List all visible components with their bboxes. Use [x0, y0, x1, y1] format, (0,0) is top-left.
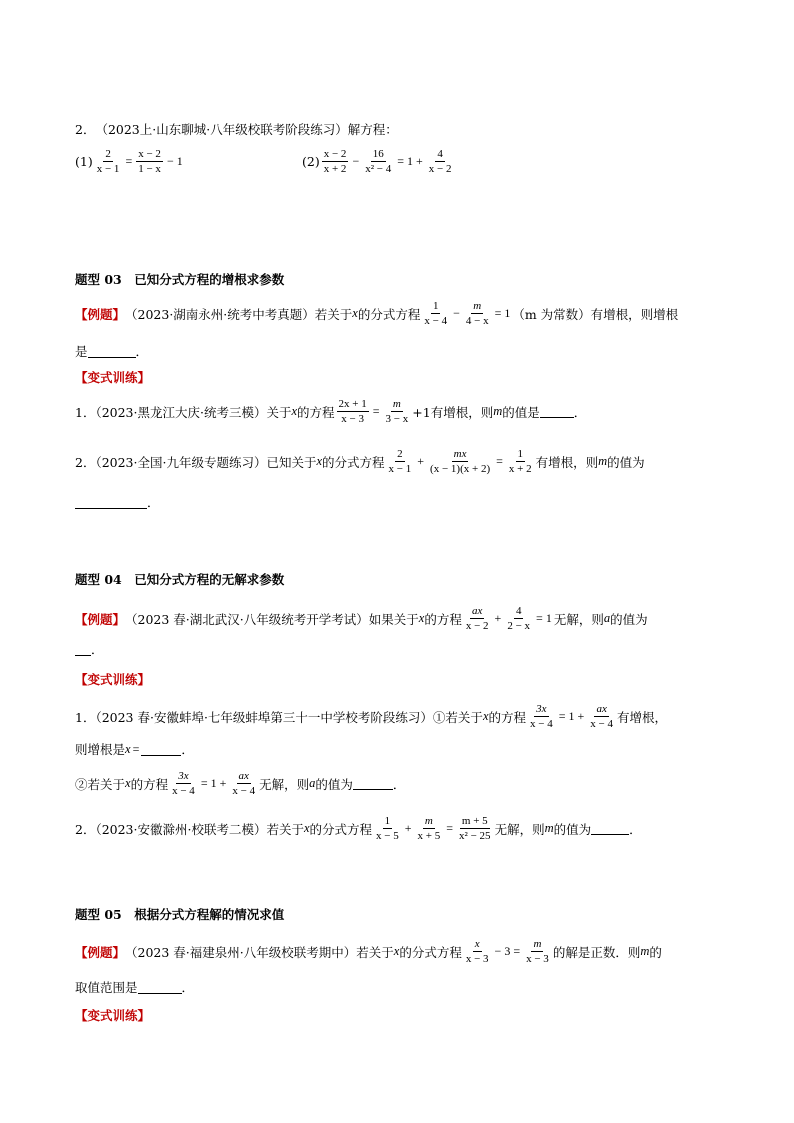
text-fragment: x — [473, 938, 482, 952]
fraction — [416, 815, 443, 842]
section-heading-04: 题型 04 已知分式方程的无解求参数 — [75, 572, 285, 587]
fraction — [457, 815, 493, 842]
text-fragment: = 1 + — [200, 776, 227, 791]
text-fragment: 的值是 — [502, 404, 540, 420]
text-fragment: m — [471, 300, 483, 314]
text-fragment: + — [417, 454, 425, 469]
text-fragment: 4 — [514, 605, 524, 619]
train-04-q1b — [75, 770, 405, 797]
fraction — [170, 770, 197, 797]
fraction — [428, 448, 492, 475]
text-fragment: 无解，则 — [494, 821, 545, 837]
text-fragment: 1 — [383, 815, 393, 829]
example-03-line1 — [75, 300, 678, 327]
fraction — [507, 448, 534, 475]
text-fragment: a — [603, 611, 611, 626]
fraction — [322, 148, 349, 175]
text-fragment: 的分式方程 — [357, 306, 421, 322]
fraction — [505, 605, 532, 632]
text-fragment: = — [125, 154, 133, 169]
text-fragment: 2 − x — [507, 620, 531, 633]
train-04-q2 — [75, 815, 642, 842]
text-fragment: ． — [147, 495, 160, 510]
fraction — [384, 398, 411, 425]
text-fragment: 的方程 — [130, 776, 169, 792]
example-tag: 【例题】 — [75, 306, 126, 322]
text-fragment: 有增根， — [617, 709, 668, 725]
problem-2-line — [75, 120, 398, 138]
answer-blank[interactable] — [540, 405, 574, 418]
train-04-q1 — [75, 703, 667, 730]
problem-2-sub1 — [75, 148, 185, 175]
text-fragment: x − 4 — [172, 785, 195, 798]
problem-source: （2023上·山东聊城·八年级校联考阶段练习） — [95, 122, 348, 137]
text-fragment: m — [493, 404, 503, 419]
example-04-line2 — [75, 640, 104, 658]
fraction — [337, 398, 369, 425]
text-fragment: ②若关于 — [75, 776, 126, 792]
text-fragment: 16 — [371, 148, 386, 162]
text-fragment: x − 3 — [465, 953, 489, 966]
text-fragment: ． — [573, 404, 587, 420]
text-fragment: m — [640, 944, 650, 959]
text-fragment: 1 — [516, 448, 526, 462]
text-fragment: 的 — [649, 944, 662, 960]
text-fragment: ． — [392, 776, 406, 792]
text-fragment: 1．（2023·黑龙江大庆·统考三模）关于 — [75, 404, 292, 420]
text-fragment: 的值为 — [610, 611, 648, 627]
section-heading-05: 题型 05 根据分式方程解的情况求值 — [75, 907, 285, 922]
text-fragment: = 1 — [536, 611, 552, 626]
text-fragment: ． — [91, 642, 104, 657]
text-fragment: 3x — [534, 703, 548, 717]
text-fragment: 的方程 — [488, 709, 527, 725]
text-fragment: x − 4 — [590, 718, 613, 731]
text-fragment: = 1 + — [558, 709, 585, 724]
text-fragment: 无解，则 — [259, 776, 310, 792]
fraction — [363, 148, 393, 175]
text-fragment: （2023·湖南永州·统考中考真题）若关于 — [125, 306, 353, 322]
train-03-q2 — [75, 448, 645, 475]
text-fragment: ． — [135, 344, 149, 359]
text-fragment: 的方程 — [297, 404, 335, 420]
text-fragment: x + 5 — [417, 830, 441, 843]
text-fragment: +1有增根，则 — [412, 404, 494, 420]
fraction — [422, 300, 449, 327]
text-fragment: ax — [594, 703, 608, 717]
text-fragment: x − 2 — [136, 148, 163, 162]
text-fragment: 的分式方程 — [309, 821, 373, 837]
fraction — [588, 703, 615, 730]
text-fragment: = — [372, 404, 380, 419]
text-fragment: x − 4 — [530, 718, 553, 731]
answer-blank[interactable] — [591, 822, 629, 835]
section-heading-03: 题型 03 已知分式方程的增根求参数 — [75, 272, 285, 287]
text-fragment: 4 — [435, 148, 445, 162]
text-fragment: （m 为常数）有增根，则增根 — [512, 306, 679, 322]
text-fragment: 的解是正数．则 — [552, 944, 641, 960]
text-fragment: x — [291, 404, 298, 419]
fraction — [374, 815, 401, 842]
text-fragment: 1．（2023 春·安徽蚌埠·七年级蚌埠第三十一中学校考阶段练习）①若关于 — [75, 709, 483, 725]
train-04-q1-line2 — [75, 740, 194, 758]
text-fragment: 取值范围是 — [75, 980, 138, 995]
text-fragment: x − 4 — [232, 785, 256, 798]
text-fragment: ． — [629, 821, 642, 837]
text-fragment: x — [352, 306, 358, 321]
text-fragment: m — [544, 821, 554, 836]
text-fragment: mx — [452, 448, 469, 462]
text-fragment: 4 − x — [465, 315, 489, 328]
text-fragment: x — [393, 944, 400, 959]
example-tag: 【例题】 — [75, 611, 126, 627]
train-03-q1 — [75, 398, 586, 425]
text-fragment: x − 1 — [96, 163, 120, 176]
fraction — [427, 148, 454, 175]
text-fragment: x − 2 — [465, 620, 489, 633]
text-fragment: = — [132, 741, 140, 756]
text-fragment: x + 2 — [508, 463, 532, 476]
text-fragment: = — [496, 454, 503, 469]
text-fragment: 的方程 — [424, 611, 462, 627]
text-fragment: m + 5 — [460, 815, 490, 829]
text-fragment: m — [531, 938, 543, 952]
fraction — [464, 300, 491, 327]
text-fragment: m — [391, 398, 403, 412]
text-fragment: = — [446, 821, 454, 836]
text-fragment: 无解，则 — [553, 611, 604, 627]
fraction — [524, 938, 551, 965]
text-fragment: − — [352, 154, 360, 169]
text-fragment: ax — [470, 605, 484, 619]
text-fragment: 有增根，则 — [535, 454, 599, 470]
text-fragment: x — [418, 611, 425, 626]
fraction — [95, 148, 122, 175]
text-fragment: (x − 1)(x + 2) — [430, 463, 491, 476]
answer-blank[interactable] — [353, 777, 393, 790]
text-fragment: 2x + 1 — [337, 398, 369, 412]
train-03-q2-blank — [75, 493, 160, 511]
text-fragment: 2 — [395, 448, 405, 462]
answer-blank[interactable] — [75, 496, 147, 509]
text-fragment: 的值为 — [315, 776, 353, 792]
example-05-line2 — [75, 978, 194, 996]
text-fragment: 则增根是 — [75, 742, 126, 757]
answer-blank[interactable] — [141, 743, 181, 756]
text-fragment: − 1 — [166, 154, 183, 169]
answer-blank[interactable] — [75, 643, 91, 656]
text-fragment: 2．（2023·安徽滁州·校联考二模）若关于 — [75, 821, 304, 837]
text-fragment: x — [303, 821, 310, 836]
text-fragment: 3 − x — [385, 413, 409, 426]
text-fragment: x² − 25 — [459, 830, 491, 843]
train-tag-03: 【变式训练】 — [75, 370, 151, 385]
text-fragment: （2023 春·福建泉州·八年级校联考期中）若关于 — [125, 944, 394, 960]
text-fragment: x − 4 — [424, 315, 448, 328]
text-fragment: 3x — [176, 770, 190, 784]
text-fragment: x² − 4 — [365, 163, 392, 176]
sub-label: (2) — [302, 154, 320, 170]
text-fragment: x − 3 — [341, 413, 365, 426]
fraction — [230, 770, 257, 797]
text-fragment: 的值为 — [553, 821, 592, 837]
text-fragment: 是 — [75, 344, 88, 359]
text-fragment: = 1 — [494, 306, 511, 321]
fraction — [136, 148, 163, 175]
text-fragment: a — [309, 776, 316, 791]
text-fragment: x — [482, 709, 489, 724]
text-fragment: x — [125, 741, 131, 756]
text-fragment: x — [125, 776, 131, 791]
fraction — [528, 703, 555, 730]
text-fragment: ． — [181, 980, 195, 995]
text-fragment: 的分式方程 — [322, 454, 385, 470]
fraction — [387, 448, 414, 475]
text-fragment: 的值为 — [607, 454, 645, 470]
text-fragment: 2．（2023·全国·九年级专题练习）已知关于 — [75, 454, 317, 470]
example-04-line1 — [75, 605, 648, 632]
text-fragment: x − 2 — [322, 148, 349, 162]
sub-label: (1) — [75, 154, 93, 170]
text-fragment: − — [453, 306, 460, 321]
text-fragment: （2023 春·湖北武汉·八年级统考开学考试）如果关于 — [125, 611, 419, 627]
text-fragment: = 1 + — [397, 154, 423, 169]
text-fragment: ． — [181, 742, 194, 757]
text-fragment: 2 — [103, 148, 113, 162]
text-fragment: − 3 = — [494, 944, 521, 959]
answer-blank[interactable] — [88, 345, 136, 358]
fraction — [464, 605, 491, 632]
text-fragment: x — [316, 454, 323, 469]
train-tag-05: 【变式训练】 — [75, 1008, 151, 1023]
text-fragment: x − 1 — [388, 463, 412, 476]
train-tag-04: 【变式训练】 — [75, 672, 151, 687]
text-fragment: + — [404, 821, 412, 836]
text-fragment: x − 2 — [428, 163, 452, 176]
text-fragment: ax — [237, 770, 251, 784]
text-fragment: 的分式方程 — [399, 944, 462, 960]
problem-text: 解方程： — [347, 122, 398, 137]
text-fragment: x + 2 — [323, 163, 347, 176]
answer-blank[interactable] — [138, 981, 182, 994]
text-fragment: + — [494, 611, 502, 626]
text-fragment: x − 3 — [526, 953, 549, 966]
example-05-line1 — [75, 938, 662, 965]
fraction — [464, 938, 491, 965]
example-tag: 【例题】 — [75, 944, 126, 960]
text-fragment: x − 5 — [376, 830, 399, 843]
text-fragment: 1 — [431, 300, 441, 314]
text-fragment: m — [423, 815, 435, 829]
example-03-line2 — [75, 342, 148, 360]
problem-2-sub2 — [302, 148, 456, 175]
text-fragment: m — [598, 454, 608, 469]
problem-number: 2． — [75, 122, 96, 137]
text-fragment: 1 − x — [138, 163, 161, 176]
